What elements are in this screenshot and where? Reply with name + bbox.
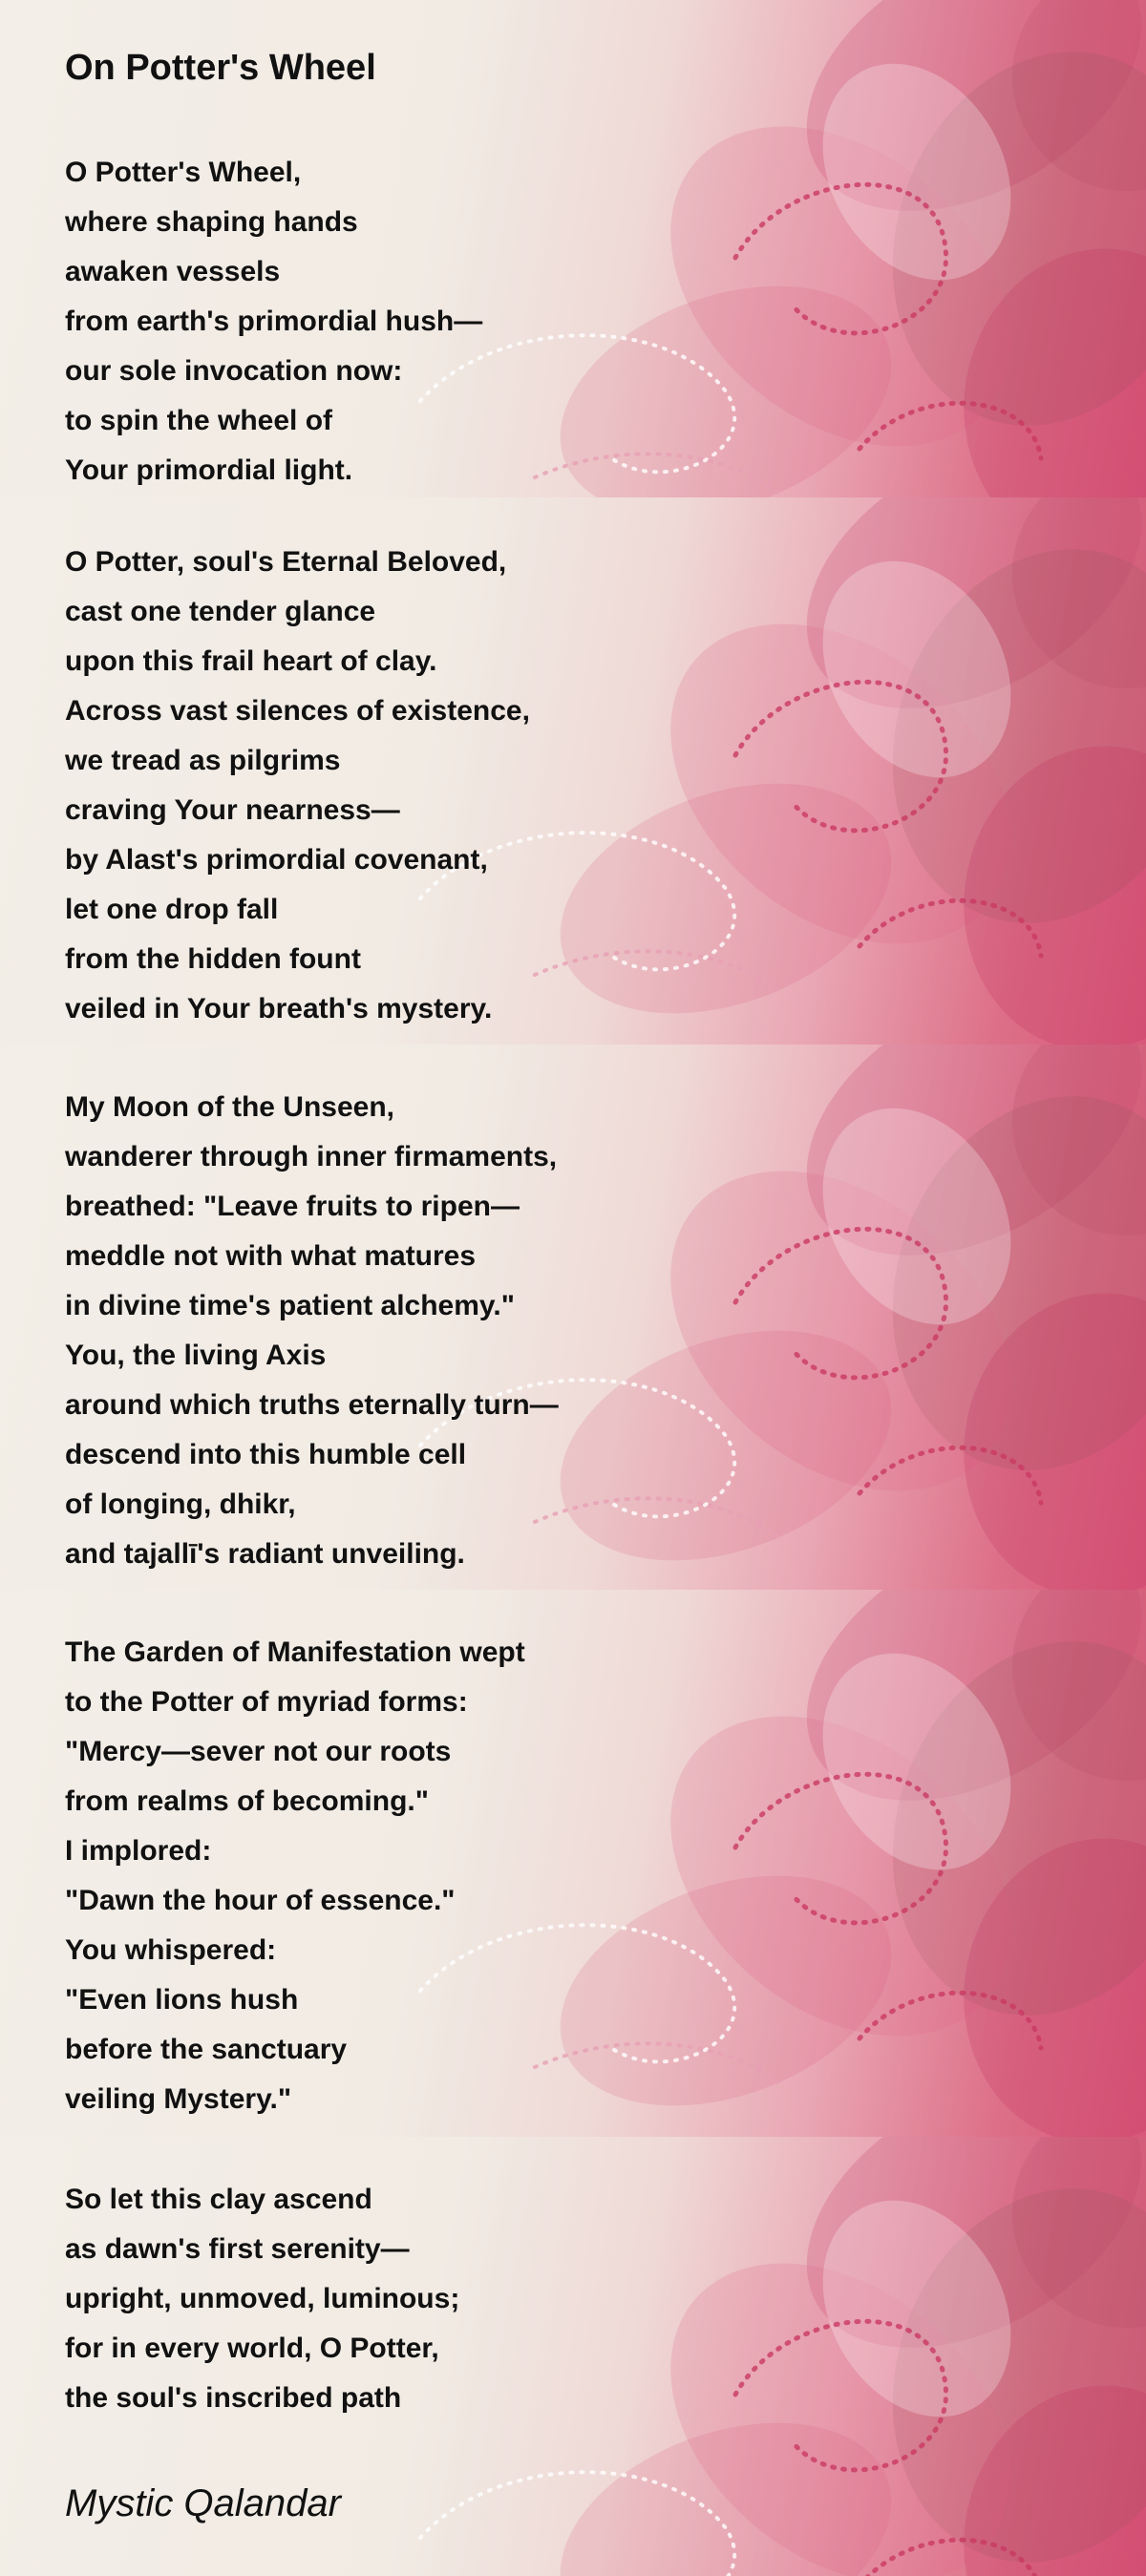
poem-line: craving Your nearness— <box>65 794 400 826</box>
poem-line: upright, unmoved, luminous; <box>65 2283 460 2314</box>
poem-line: "Dawn the hour of essence." <box>65 1885 456 1916</box>
stanza <box>65 1628 525 2124</box>
poem-line: from the hidden fount <box>65 943 361 975</box>
stanza-panel <box>0 497 1146 1045</box>
poem-line: You, the living Axis <box>65 1340 327 1371</box>
poem-line: in divine time's patient alchemy." <box>65 1290 515 1321</box>
poem-line: by Alast's primordial covenant, <box>65 844 488 876</box>
poem-line: Across vast silences of existence, <box>65 695 530 727</box>
stanza <box>65 148 482 496</box>
poem-title: On Potter's Wheel <box>65 48 376 88</box>
poem-line: The Garden of Manifestation wept <box>65 1636 525 1668</box>
poem-line: breathed: "Leave fruits to ripen— <box>65 1191 520 1222</box>
stanza <box>65 2175 459 2423</box>
poem-line: before the sanctuary <box>65 2034 348 2065</box>
stanza-panel <box>0 1045 1146 1590</box>
stanza-panel <box>0 0 1146 497</box>
poem-line: veiling Mystery." <box>65 2083 292 2115</box>
stanza <box>65 538 530 1034</box>
poem-line: our sole invocation now: <box>65 355 403 387</box>
poem-line: veiled in Your breath's mystery. <box>65 993 493 1024</box>
poem-line: where shaping hands <box>65 206 358 238</box>
poem-line: from earth's primordial hush— <box>65 306 483 337</box>
stanza <box>65 1083 559 1579</box>
poem-line: wanderer through inner firmaments, <box>65 1141 558 1172</box>
stanza-panel <box>0 1590 1146 2137</box>
poem-line: from realms of becoming." <box>65 1785 429 1817</box>
poem-line: to spin the wheel of <box>65 405 333 436</box>
poem-line: descend into this humble cell <box>65 1439 467 1470</box>
poem-line: and tajallī's radiant unveiling. <box>65 1538 465 1570</box>
poem-line: My Moon of the Unseen, <box>65 1091 394 1123</box>
poem-line: Your primordial light. <box>65 454 353 486</box>
poem-line: we tread as pilgrims <box>65 745 341 776</box>
poem-line: I implored: <box>65 1835 212 1867</box>
poem-line: let one drop fall <box>65 894 279 925</box>
poem-line: You whispered: <box>65 1934 277 1966</box>
poem-line: O Potter, soul's Eternal Beloved, <box>65 546 507 578</box>
poem-line: "Mercy—sever not our roots <box>65 1736 452 1767</box>
poem-line: as dawn's first serenity— <box>65 2233 410 2265</box>
poem-line: the soul's inscribed path <box>65 2382 402 2414</box>
poem-line: to the Potter of myriad forms: <box>65 1686 468 1718</box>
poem-line: awaken vessels <box>65 256 281 287</box>
poem-line: So let this clay ascend <box>65 2184 372 2215</box>
poem-line: cast one tender glance <box>65 596 376 627</box>
poem-line: meddle not with what matures <box>65 1240 477 1272</box>
poem-line: O Potter's Wheel, <box>65 157 302 188</box>
poem-line: around which truths eternally turn— <box>65 1389 559 1421</box>
poem-line: "Even lions hush <box>65 1984 299 2016</box>
poem-line: for in every world, O Potter, <box>65 2333 439 2364</box>
poem-line: of longing, dhikr, <box>65 1489 296 1520</box>
poem-author: Mystic Qalandar <box>65 2482 341 2524</box>
poem-line: upon this frail heart of clay. <box>65 645 437 677</box>
